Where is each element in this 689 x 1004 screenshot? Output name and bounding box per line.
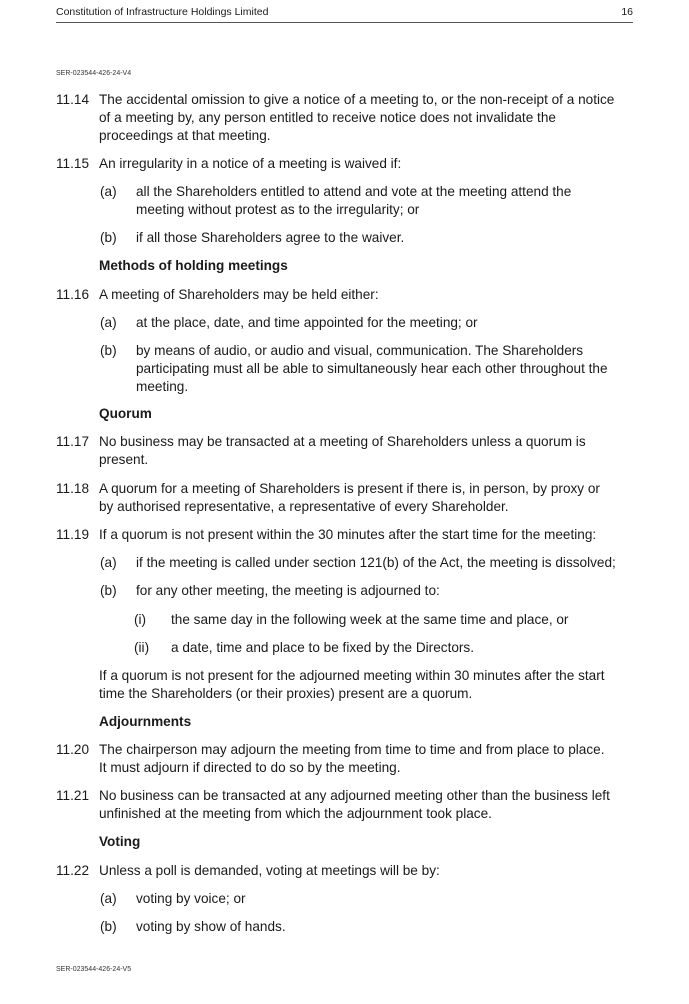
- subclause-label: (a): [100, 184, 117, 199]
- clause-line: A quorum for a meeting of Shareholders is present if there is, in person, by proxy or: [99, 481, 600, 496]
- subclause-line: by means of audio, or audio and visual, communication. The Shareholders: [136, 343, 584, 358]
- subclause-line: all the Shareholders entitled to attend and vote at the meeting attend the: [136, 184, 572, 199]
- clause-number: 11.19: [56, 527, 90, 542]
- page-header: [56, 5, 633, 23]
- clause-line: present.: [99, 452, 149, 467]
- clause-number: 11.17: [56, 434, 90, 449]
- clause-text: [99, 526, 639, 544]
- subclause-label: (a): [100, 555, 117, 570]
- clause-line: of a meeting by, any person entitled to receive notice does not invalidate the: [99, 110, 556, 125]
- clause-number: 11.20: [56, 742, 90, 757]
- subclause-text: [136, 342, 636, 396]
- paragraph-line: time the Shareholders (or their proxies) present are a quorum.: [99, 686, 473, 701]
- clause-11-19-tail: [99, 667, 639, 703]
- subsubclause-text: the same day in the following week at the same time and place, or: [171, 612, 569, 627]
- subclause-text: [136, 918, 636, 936]
- subsubclause-text: a date, time and place to be fixed by the Directors.: [171, 640, 475, 655]
- clause-text: [99, 286, 639, 304]
- subclause-line: meeting.: [136, 379, 189, 394]
- section-heading-adjournments: Adjournments: [99, 714, 192, 729]
- clause-line: It must adjourn if directed to do so by the meeting.: [99, 760, 401, 775]
- subclause-line: for any other meeting, the meeting is adjourned to:: [136, 583, 440, 598]
- section-heading-voting: Voting: [99, 834, 141, 849]
- clause-number: 11.22: [56, 863, 90, 878]
- clause-number: 11.14: [56, 92, 90, 107]
- subclause-line: if all those Shareholders agree to the waiver.: [136, 230, 405, 245]
- subclause-label: (b): [100, 919, 117, 934]
- subclause-text: [136, 582, 636, 600]
- subclause-text: [136, 314, 636, 332]
- clause-line: An irregularity in a notice of a meeting is waived if:: [99, 156, 402, 171]
- clause-line: unfinished at the meeting from which the adjournment took place.: [99, 806, 492, 821]
- paragraph-line: If a quorum is not present for the adjourned meeting within 30 minutes after the start: [99, 668, 605, 683]
- clause-text: [99, 155, 639, 173]
- subclause-text: [136, 229, 636, 247]
- section-heading-methods: Methods of holding meetings: [99, 258, 288, 273]
- subclause-text: [136, 890, 636, 908]
- clause-line: Unless a poll is demanded, voting at meetings will be by:: [99, 863, 440, 878]
- subclause-label: (b): [100, 230, 117, 245]
- clause-line: A meeting of Shareholders may be held either:: [99, 287, 379, 302]
- clause-number: 11.16: [56, 287, 90, 302]
- clause-line: The chairperson may adjourn the meeting from time to time and from place to place.: [99, 742, 605, 757]
- document-title: Constitution of Infrastructure Holdings Limited: [56, 6, 269, 18]
- page-number: 16: [621, 6, 633, 18]
- clause-text: [99, 91, 639, 145]
- subclause-label: (b): [100, 583, 117, 598]
- document-reference-bottom: SER-023544-426-24-V5: [56, 966, 132, 973]
- clause-number: 11.18: [56, 481, 90, 496]
- subclause-label: (a): [100, 315, 117, 330]
- subclause-line: voting by voice; or: [136, 891, 246, 906]
- subclause-text: [136, 554, 636, 572]
- clause-line: proceedings at that meeting.: [99, 128, 271, 143]
- subclause-label: (a): [100, 891, 117, 906]
- subclause-line: meeting without protest as to the irregularity; or: [136, 202, 420, 217]
- clause-line: by authorised representative, a representative of every Shareholder.: [99, 499, 509, 514]
- clause-text: [99, 480, 639, 516]
- clause-text: [99, 433, 639, 469]
- clause-text: [99, 741, 639, 777]
- clause-line: No business may be transacted at a meeting of Shareholders unless a quorum is: [99, 434, 586, 449]
- subclause-text: [136, 183, 636, 219]
- clause-number: 11.15: [56, 156, 90, 171]
- clause-text: [99, 862, 639, 880]
- subclause-label: (b): [100, 343, 117, 358]
- clause-line: If a quorum is not present within the 30 minutes after the start time for the meeting:: [99, 527, 597, 542]
- subsubclause-label: (ii): [134, 640, 150, 655]
- clause-number: 11.21: [56, 788, 90, 803]
- subclause-line: voting by show of hands.: [136, 919, 286, 934]
- clause-line: The accidental omission to give a notice of a meeting to, or the non-receipt of a notice: [99, 92, 615, 107]
- section-heading-quorum: Quorum: [99, 406, 152, 421]
- subsubclause-label: (i): [134, 612, 147, 627]
- subclause-line: participating must all be able to simultaneously hear each other throughout the: [136, 361, 608, 376]
- clause-text: [99, 787, 639, 823]
- subclause-line: if the meeting is called under section 121(b) of the Act, the meeting is dissolved;: [136, 555, 616, 570]
- document-reference-top: SER-023544-426-24-V4: [56, 70, 132, 77]
- clause-line: No business can be transacted at any adjourned meeting other than the business left: [99, 788, 610, 803]
- subclause-line: at the place, date, and time appointed for the meeting; or: [136, 315, 478, 330]
